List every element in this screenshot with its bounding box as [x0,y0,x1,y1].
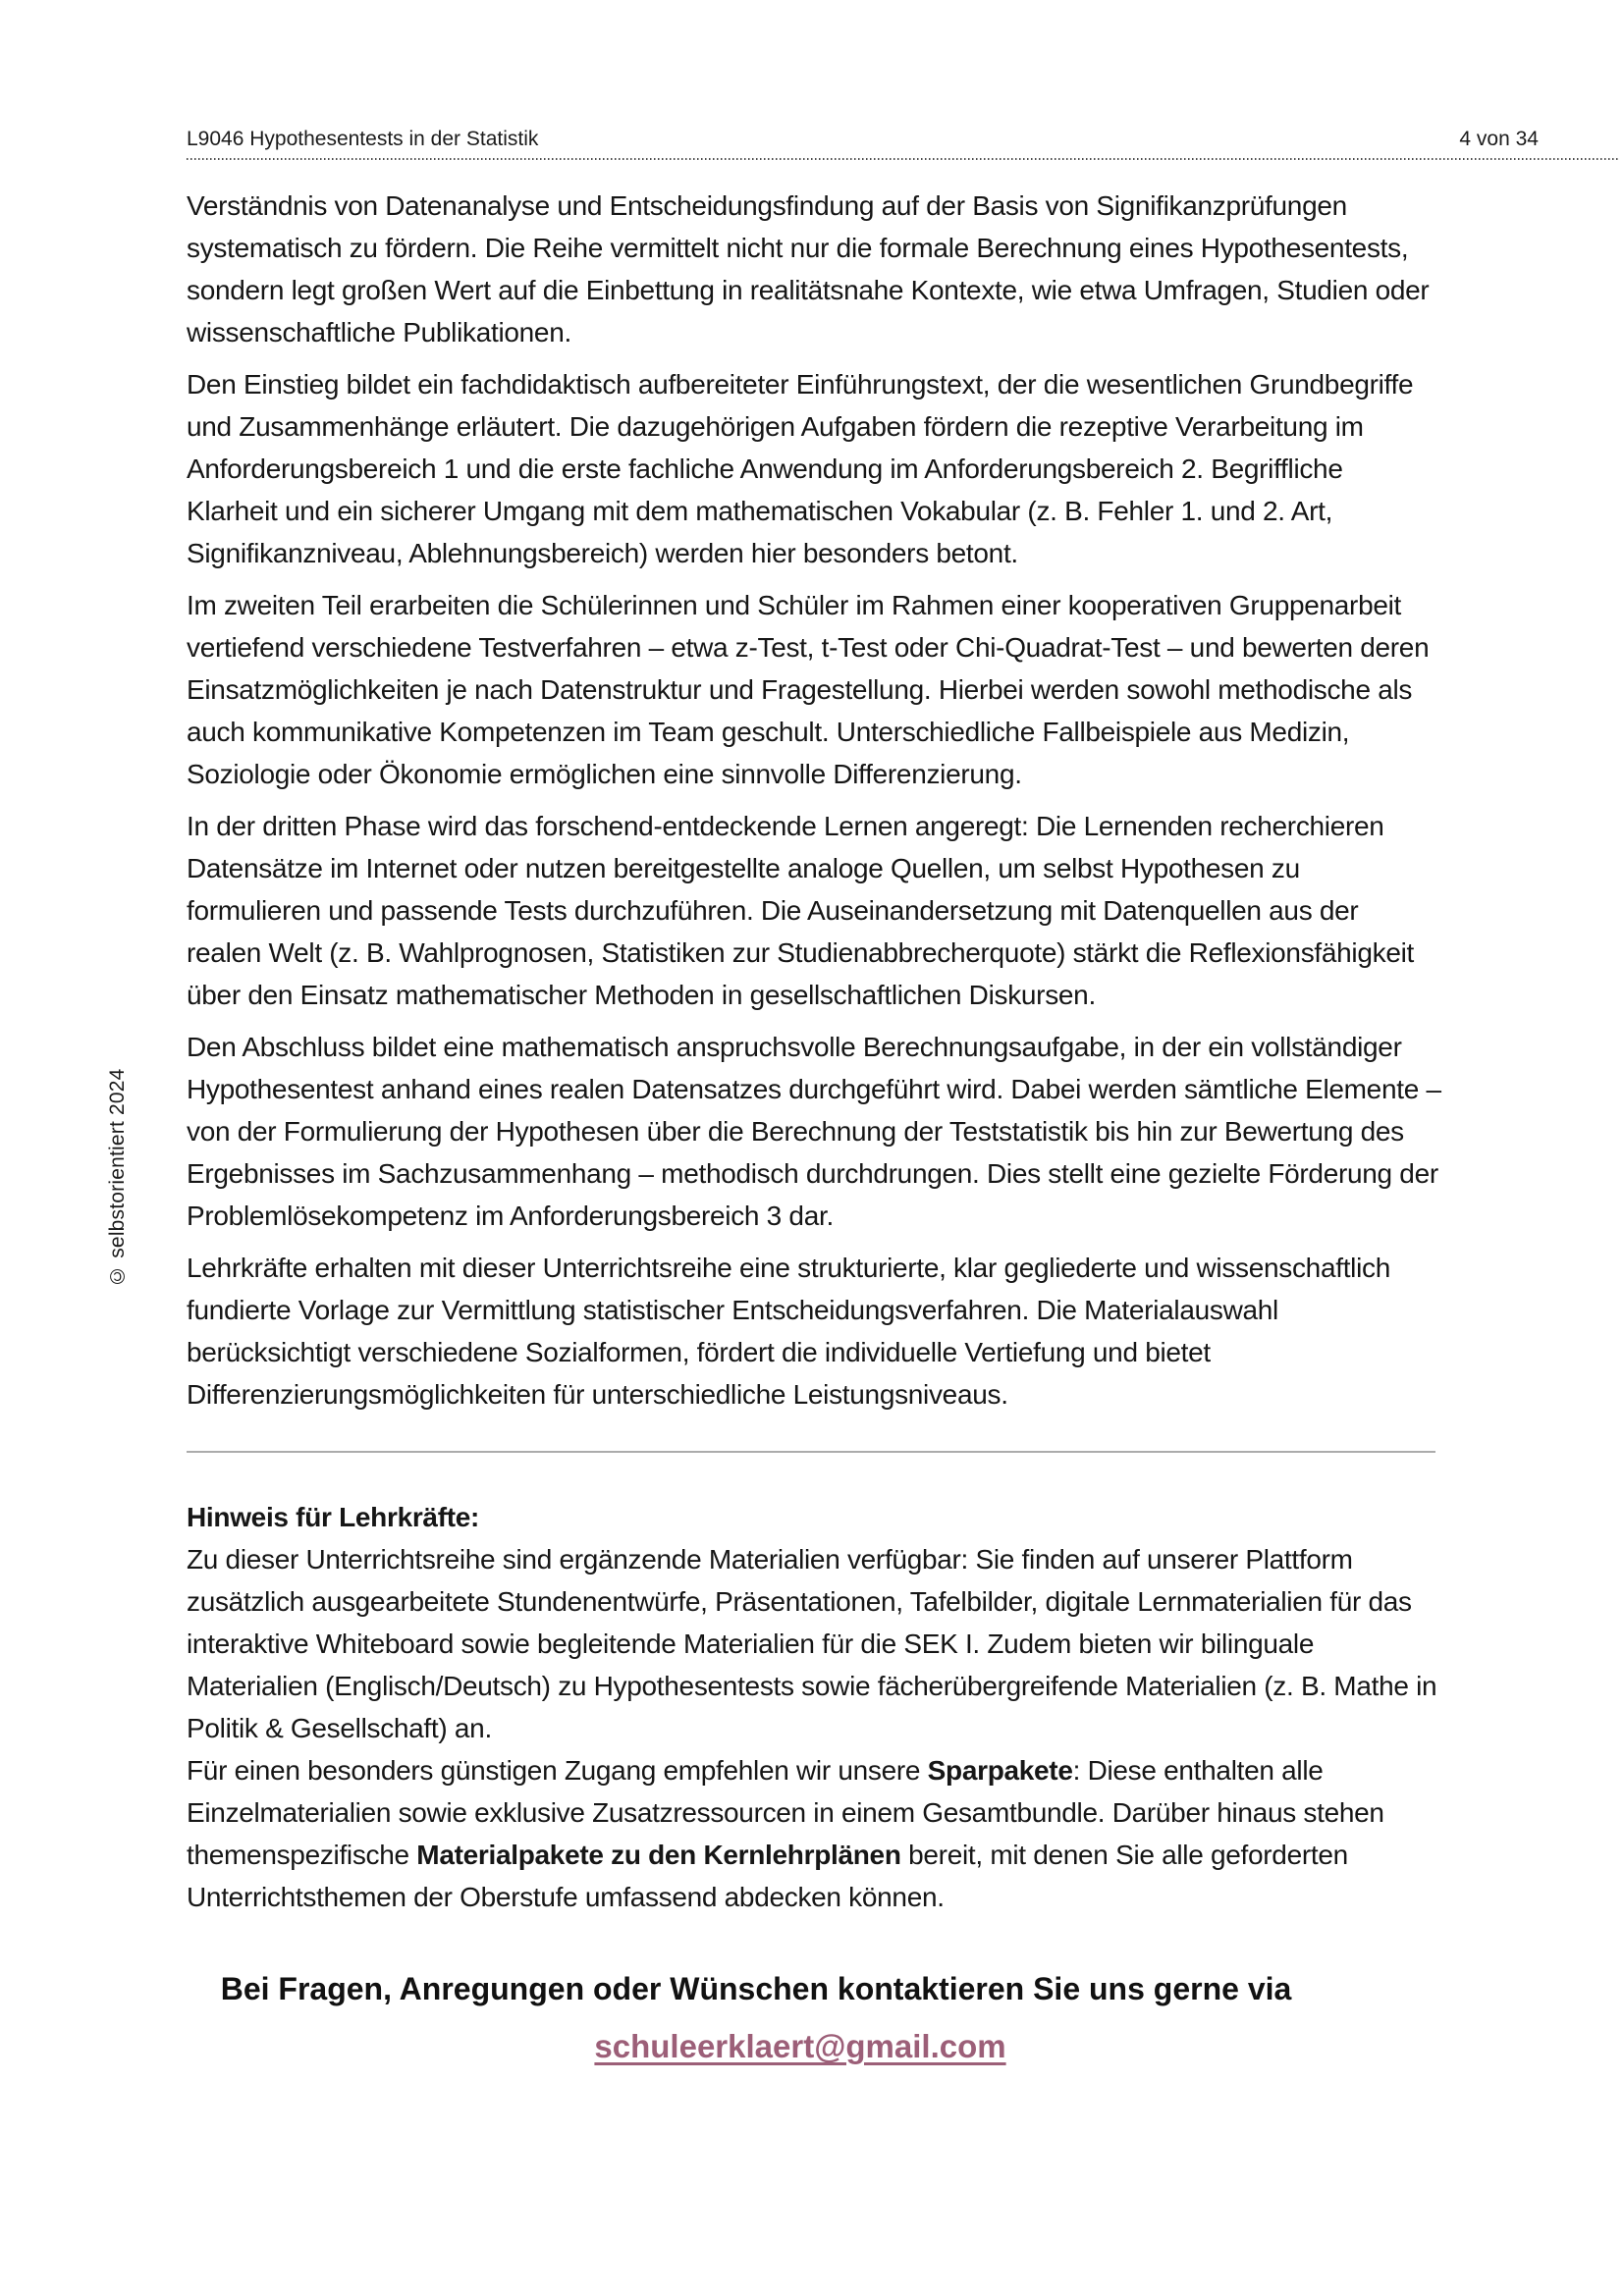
text-line: Den Einstieg bildet ein fachdidaktisch aufbereiteter Einführungstext, der die wesentlichen Grundbegriffe [187,369,1414,400]
text-line: berücksichtigt verschiedene Sozialformen, fördert die individuelle Vertiefung und bietet [187,1337,1211,1367]
text-line: realen Welt (z. B. Wahlprognosen, Statistiken zur Studienabbrecherquote) stärkt die Reflexionsfähigkeit [187,937,1414,968]
text-line: Verständnis von Datenanalyse und Entscheidungsfindung auf der Basis von Signifikanzprüfungen [187,190,1347,221]
header-divider [187,158,1618,160]
page-header [187,128,1539,151]
paragraph-abschluss [187,1026,1443,1237]
text-line: zusätzlich ausgearbeitete Stundenentwürfe, Präsentationen, Tafelbilder, digitale Lernmaterialien für das [187,1586,1412,1617]
paragraph-gruppenarbeit [187,584,1443,795]
sparpakete-bold-text: Sparpakete [927,1755,1073,1786]
text-line: Materialien (Englisch/Deutsch) zu Hypothesentests sowie fächerübergreifende Materialien (z. B. Mathe in [187,1671,1437,1701]
section-divider [187,1451,1435,1453]
paragraph-intro [187,185,1443,353]
kernlehrplaene-bold-text: Materialpakete zu den Kernlehrplänen [416,1840,901,1870]
text-line: Unterrichtsthemen der Oberstufe umfassend abdecken können. [187,1882,945,1912]
text-line: Soziologie oder Ökonomie ermöglichen eine sinnvolle Differenzierung. [187,759,1022,789]
text-line: vertiefend verschiedene Testverfahren – etwa z-Test, t-Test oder Chi-Quadrat-Test – und bewerten deren [187,632,1430,663]
paragraph-lehrkraefte [187,1247,1443,1415]
text-line: und Zusammenhänge erläutert. Die dazugehörigen Aufgaben fördern die rezeptive Verarbeitung im [187,411,1364,442]
text-segment: bereit, mit denen Sie alle geforderten [900,1840,1348,1870]
body-text [187,185,1443,1425]
paragraph-einstieg [187,363,1443,574]
contact-email-link[interactable]: schuleerklaert@gmail.com [594,2028,1006,2064]
text-line: Signifikanzniveau, Ablehnungsbereich) werden hier besonders betont. [187,538,1018,568]
text-line: Im zweiten Teil erarbeiten die Schülerinnen und Schüler im Rahmen einer kooperativen Gruppenarbeit [187,590,1402,620]
text-line: Anforderungsbereich 1 und die erste fachliche Anwendung im Anforderungsbereich 2. Begriffliche [187,454,1343,484]
text-line: Differenzierungsmöglichkeiten für unterschiedliche Leistungsniveaus. [187,1379,1008,1410]
text-line: Einsatzmöglichkeiten je nach Datenstruktur und Fragestellung. Hierbei werden sowohl methodische als [187,674,1413,705]
header-doc-title: L9046 Hypothesentests in der Statistik [187,128,539,150]
text-line: fundierte Vorlage zur Vermittlung statistischer Entscheidungsverfahren. Die Materialauswahl [187,1295,1278,1325]
teacher-note-title: Hinweis für Lehrkräfte: [187,1502,480,1532]
text-line: Politik & Gesellschaft) an. [187,1713,492,1743]
text-line: wissenschaftliche Publikationen. [187,317,571,347]
text-line: Hypothesentest anhand eines realen Datensatzes durchgeführt wird. Dabei werden sämtliche Elemente – [187,1074,1441,1104]
text-line: Problemlösekompetenz im Anforderungsbereich 3 dar. [187,1201,834,1231]
text-segment: Für einen besonders günstigen Zugang empfehlen wir unsere [187,1755,928,1786]
text-line: sondern legt großen Wert auf die Einbettung in realitätsnahe Kontexte, wie etwa Umfragen, Studien oder [187,275,1430,305]
text-line: Ergebnisses im Sachzusammenhang – methodisch durchdrungen. Dies stellt eine gezielte Förderung der [187,1158,1438,1189]
paragraph-dritte-phase [187,805,1443,1016]
contact-heading: Bei Fragen, Anregungen oder Wünschen kontaktieren Sie uns gerne via [220,1971,1292,2006]
text-line: Datensätze im Internet oder nutzen bereitgestellte analoge Quellen, um selbst Hypothesen zu [187,853,1300,883]
text-line-sparpakete [187,1749,1453,1791]
text-line: Den Abschluss bildet eine mathematisch anspruchsvolle Berechnungsaufgabe, in der ein vollständiger [187,1032,1402,1062]
text-segment: themenspezifische [187,1840,417,1870]
text-line-kernlehrplaene [187,1834,1453,1876]
text-line: formulieren und passende Tests durchzuführen. Die Auseinandersetzung mit Datenquellen aus der [187,895,1359,926]
teacher-note-section [187,1496,1453,1918]
copyright-side-note: © selbstorientiert 2024 [106,1068,129,1287]
text-line: Klarheit und ein sicherer Umgang mit dem mathematischen Vokabular (z. B. Fehler 1. und 2. Art, [187,496,1333,526]
header-page-number: 4 von 34 [1459,128,1539,150]
text-line: Zu dieser Unterrichtsreihe sind ergänzende Materialien verfügbar: Sie finden auf unserer Plattform [187,1544,1353,1575]
text-line: systematisch zu fördern. Die Reihe vermittelt nicht nur die formale Berechnung eines Hypothesentests, [187,233,1409,263]
text-line: auch kommunikative Kompetenzen im Team geschult. Unterschiedliche Fallbeispiele aus Medizin, [187,717,1350,747]
text-line: über den Einsatz mathematischer Methoden in gesellschaftlichen Diskursen. [187,980,1096,1010]
text-line: von der Formulierung der Hypothesen über die Berechnung der Teststatistik bis hin zur Bewertung des [187,1116,1404,1147]
text-line: Lehrkräfte erhalten mit dieser Unterrichtsreihe eine strukturierte, klar gegliederte und wissenschaftlich [187,1253,1390,1283]
text-segment: : Diese enthalten alle [1072,1755,1324,1786]
text-line: interaktive Whiteboard sowie begleitende Materialien für die SEK I. Zudem bieten wir bilinguale [187,1629,1315,1659]
text-line: Einzelmaterialien sowie exklusive Zusatzressourcen in einem Gesamtbundle. Darüber hinaus stehen [187,1797,1384,1828]
text-line: In der dritten Phase wird das forschend-entdeckende Lernen angeregt: Die Lernenden recherchieren [187,811,1384,841]
